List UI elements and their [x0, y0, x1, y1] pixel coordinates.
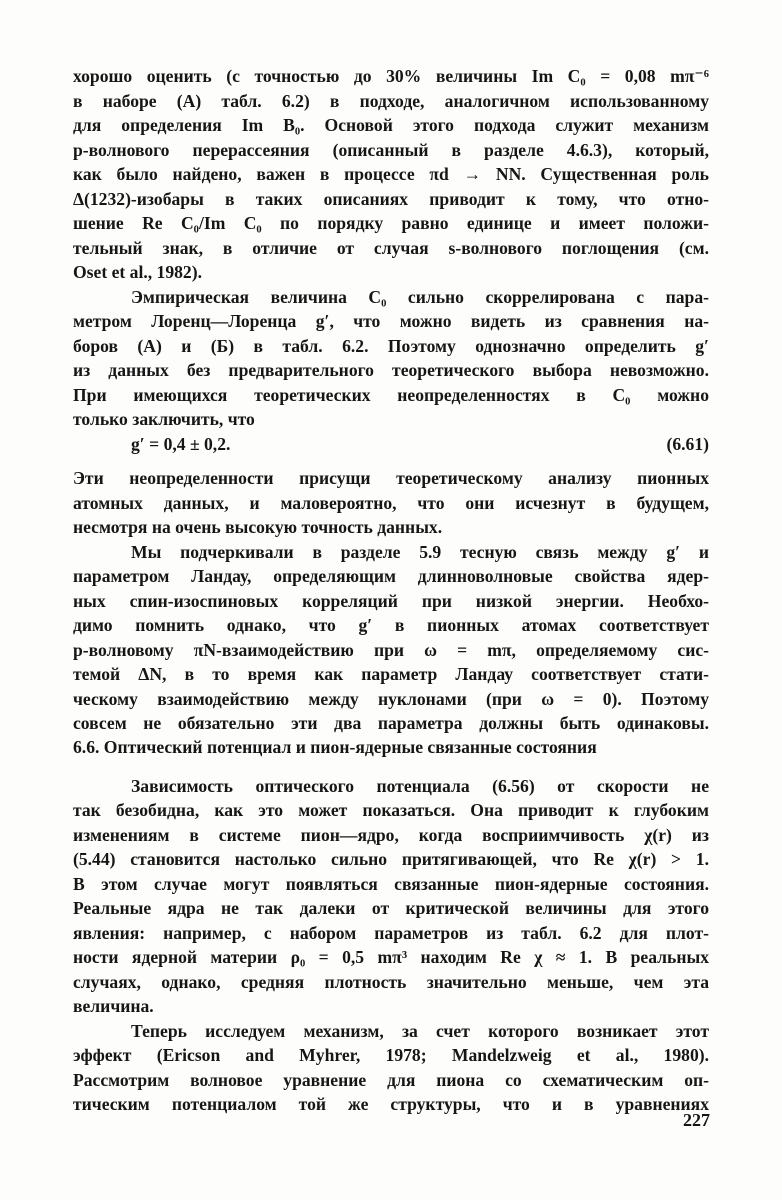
text-line: Эмпирическая величина C₀ сильно скоррелирована с пара-	[131, 286, 709, 307]
equation-number: (6.61)	[666, 433, 709, 454]
text-line: в наборе (А) табл. 6.2) в подходе, аналогичном использованному	[73, 90, 709, 111]
text-line: Oset et al., 1982).	[73, 262, 202, 282]
text-line: Δ(1232)-изобары в таких описаниях приводит к тому, что отно-	[73, 188, 709, 209]
paragraph	[73, 64, 709, 285]
paragraph	[73, 466, 709, 540]
paragraph	[73, 540, 709, 736]
text-line: случаях, однако, средняя плотность значительно меньше, чем эта	[73, 971, 709, 992]
text-line: (5.44) становится настолько сильно притягивающей, что Re χ(r) > 1.	[73, 849, 709, 869]
text-line: изменениям в системе пион—ядро, когда восприимчивость χ(r) из	[73, 824, 709, 845]
text-line: При имеющихся теоретических неопределенностях в C₀ можно	[73, 384, 709, 405]
text-line: для определения Im B₀. Основой этого подхода служит механизм	[73, 115, 709, 135]
text-line: темой ΔN, в то время как параметр Ландау соответствует стати-	[73, 664, 709, 684]
text-block-section	[73, 735, 709, 1117]
text-line: Рассмотрим волновое уравнение для пиона со схематическим оп-	[73, 1069, 709, 1090]
text-line: тическим потенциалом той же структуры, что и в уравнениях	[73, 1094, 709, 1114]
text-line: явления: например, с набором параметров из табл. 6.2 для плот-	[73, 922, 709, 943]
text-line: атомных данных, и маловероятно, что они исчезнут в будущем,	[73, 492, 709, 513]
paragraph	[73, 774, 709, 1019]
text-line: димо помнить однако, что g′ в пионных атомах соответствует	[73, 615, 709, 635]
text-line: метром Лоренц—Лоренца g′, что можно видеть из сравнения на-	[73, 311, 709, 331]
text-line: параметром Ландау, определяющим длинноволновые свойства ядер-	[73, 566, 709, 586]
text-line: ных спин-изоспиновых корреляций при низкой энергии. Необхо-	[73, 590, 709, 611]
text-line: хорошо оценить (с точностью до 30% величины Im C₀ = 0,08 mπ⁻⁶	[73, 66, 709, 86]
text-line: Эти неопределенности присущи теоретическому анализу пионных	[73, 468, 709, 488]
text-line: тельный знак, в отличие от случая s-волнового поглощения (см.	[73, 237, 709, 258]
text-line: Реальные ядра не так далеки от критической величины для этого	[73, 898, 709, 918]
paragraph	[73, 1019, 709, 1117]
text-line: Теперь исследуем механизм, за счет которого возникает этот	[131, 1020, 709, 1041]
text-line: p-волнового перерассеяния (описанный в разделе 4.6.3), который,	[73, 139, 709, 160]
text-block-top	[73, 64, 709, 736]
text-line: так безобидна, как это может показаться. Она приводит к глубоким	[73, 800, 709, 820]
text-line: несмотря на очень высокую точность данных.	[73, 517, 443, 537]
text-line: совсем не обязательно эти два параметра должны быть одинаковы.	[73, 713, 709, 733]
text-line: ности ядерной материи ρ₀ = 0,5 mπ³ находим Re χ ≈ 1. В реальных	[73, 947, 709, 967]
text-line: p-волновому πN-взаимодействию при ω = mπ, определяемому сис-	[73, 639, 709, 660]
text-line: В этом случае могут появляться связанные пион-ядерные состояния.	[73, 873, 709, 894]
text-line: ческому взаимодействию между нуклонами (при ω = 0). Поэтому	[73, 688, 709, 709]
text-line: Мы подчеркивали в разделе 5.9 тесную связь между g′ и	[131, 541, 709, 562]
text-line: величина.	[73, 996, 154, 1016]
text-line: из данных без предварительного теоретического выбора невозможно.	[73, 360, 709, 380]
paragraph	[73, 285, 709, 432]
text-line: Зависимость оптического потенциала (6.56) от скорости не	[131, 775, 709, 796]
equation-formula: g′ = 0,4 ± 0,2.	[131, 433, 231, 454]
text-line: только заключить, что	[73, 409, 255, 429]
section-heading: 6.6. Оптический потенциал и пион-ядерные связанные состояния	[73, 737, 597, 757]
page-number: 227	[683, 1110, 710, 1130]
text-line: эффект (Ericson and Myhrer, 1978; Mandelzweig et al., 1980).	[73, 1045, 709, 1065]
equation-6-61	[73, 432, 709, 457]
text-line: боров (А) и (Б) в табл. 6.2. Поэтому однозначно определить g′	[73, 335, 709, 356]
text-line: шение Re C₀/Im C₀ по порядку равно единице и имеет положи-	[73, 213, 709, 233]
text-line: как было найдено, важен в процессе πd → NN. Существенная роль	[73, 164, 709, 184]
